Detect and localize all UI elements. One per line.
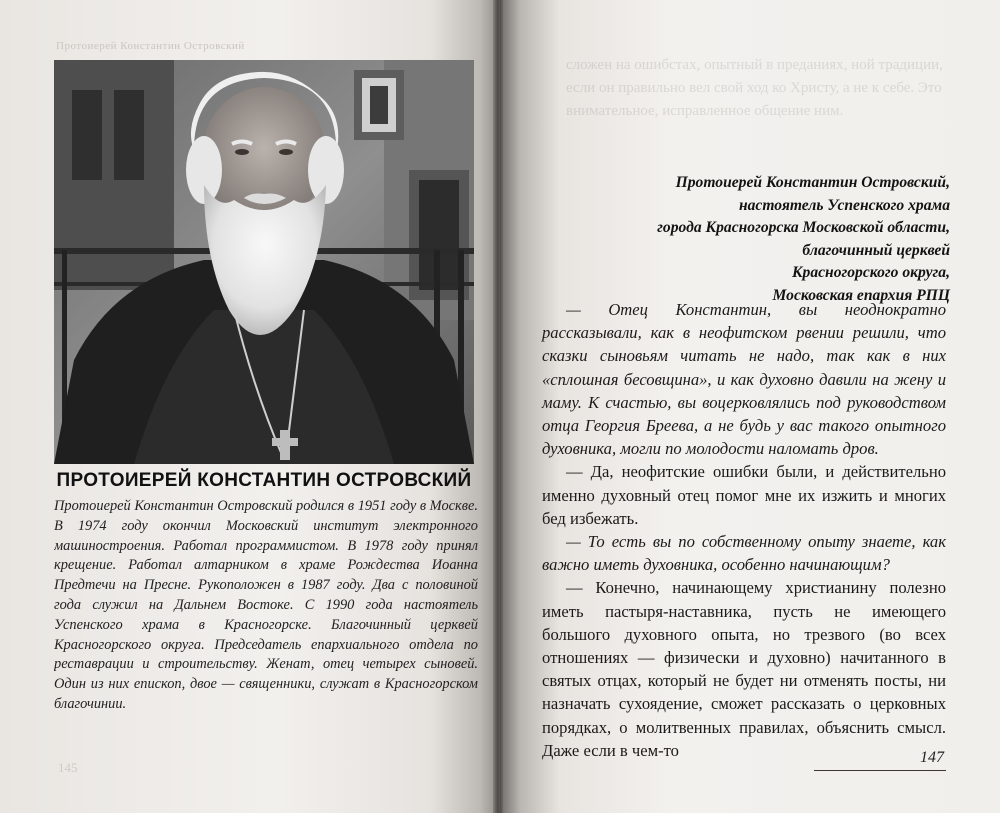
attribution-line: благочинный церквей (802, 241, 950, 259)
left-ghost-header: Протоиерей Константин Островский (56, 40, 245, 52)
attribution-line: города Красногорска Московской области, (657, 219, 950, 237)
interview-question: — То есть вы по собственному опыту знаете, как важно иметь духовника, особенно начинающим? (542, 532, 946, 575)
left-ghost-page-number: 145 (58, 760, 78, 775)
interviewee-attribution (560, 172, 950, 308)
interview-dialogue (542, 298, 946, 762)
page-number: 147 (920, 749, 944, 766)
book-gutter (493, 0, 503, 813)
footer-rule (814, 770, 946, 771)
biography-text: Протоиерей Константин Островский родился в 1951 году в Москве. В 1974 году окончил Московский институт электронного машиностроения. Работал программистом. В 1978 году принял крещение. Работал алтарником в храме Рождества Иоанна Предтечи на Пресне. Рукоположен в 1987 году. Два с половиной года служил на Дальнем Востоке. С 1990 года настоятель Успенского храма в Красногорске. Благочинный церквей Красногорского округа. Председатель епархиального отдела по реставрации и строительству. Женат, отец четырех сыновей. Один из них епископ, двое — священники, служат в Красногорском благочинии. (54, 498, 478, 712)
portrait-photo (54, 60, 474, 464)
right-ghost-text: сложен на ошибстах, опытный в преданиях, ной традиции, если он правильно вел свой ход ко Христу, а не к себе. Это внимательное, исправленное общение ним. (566, 57, 943, 119)
attribution-line: Красногорского округа, (791, 264, 950, 282)
interview-question: — Отец Константин, вы неоднократно рассказывали, как в неофитском рвении решили, что сказки сыновьям читать не надо, так как в них «сплошная бесовщина», и как духовно давили на жену и маму. К счастью, вы воцерковлялись под руководством отца Георгия Бреева, а не будь у вас такого опытного духовника, могли по молодости наломать дров. (542, 300, 946, 459)
attribution-line: Московская епархия РПЦ (772, 286, 950, 304)
interview-answer: — Да, неофитские ошибки были, и действительно именно духовный отец помог мне их изжить и многих бед избежать. (542, 462, 946, 528)
attribution-line: настоятель Успенского храма (738, 196, 950, 214)
interview-answer: — Конечно, начинающему христианину полезно иметь пастыря-наставника, пусть не имеющего большого духовного опыта, но трезвого (во всех отношениях — физически и духовно) начитанного в святых отцах, который не будет ни отменять посты, ни назначать сухоядение, сможет рассказать о церковных порядках, о молитвенных правилах, объяснить смысл. Даже если в чем-то (542, 578, 946, 760)
photo-caption-title: ПРОТОИЕРЕЙ КОНСТАНТИН ОСТРОВСКИЙ (56, 470, 472, 491)
attribution-line: Протоиерей Константин Островский, (675, 174, 950, 191)
